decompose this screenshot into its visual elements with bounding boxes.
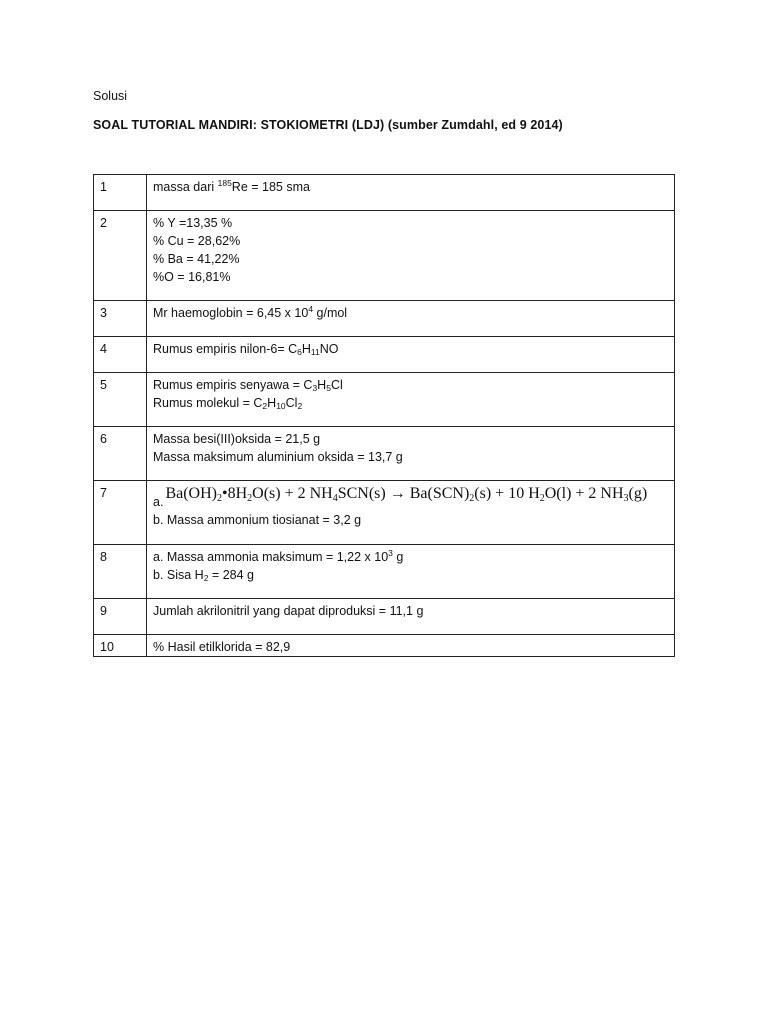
answer-table: [93, 174, 675, 657]
row-number: 7: [94, 481, 147, 545]
table-row: [94, 599, 675, 635]
answer-cell: [147, 373, 675, 427]
answer-cell: [147, 481, 675, 545]
answer-line: [153, 638, 668, 656]
text-run: b. Sisa H: [153, 568, 204, 582]
text-run: O(l) + 2 NH: [544, 485, 624, 502]
answer-line: [153, 304, 668, 322]
answer-line: [153, 268, 668, 286]
text-run: Jumlah akrilonitril yang dapat diproduksi = 11,1 g: [153, 604, 424, 618]
row-number: 1: [94, 175, 147, 211]
table-row: [94, 635, 675, 657]
subscript: 2: [203, 573, 209, 583]
text-run: (g): [628, 485, 648, 502]
row-number: 8: [94, 545, 147, 599]
text-run: % Hasil etilklorida = 82,9: [153, 640, 291, 654]
text-run: Rumus empiris nilon-6= C: [153, 342, 298, 356]
text-run: % Cu = 28,62%: [153, 234, 241, 248]
row-number: 9: [94, 599, 147, 635]
answer-line: [153, 448, 668, 466]
row-number: 5: [94, 373, 147, 427]
text-run: %O = 16,81%: [153, 270, 231, 284]
text-run: a. Massa ammonia maksimum = 1,22 x 10: [153, 550, 389, 564]
page-label: Solusi: [93, 89, 128, 103]
text-run: Ba(OH): [165, 485, 217, 502]
chemical-equation: [165, 484, 647, 504]
subscript: 2: [262, 401, 268, 411]
row-number: 2: [94, 211, 147, 301]
superscript: 3: [388, 548, 393, 558]
text-run: SCN(s) → Ba(SCN): [337, 485, 470, 502]
table-row: [94, 481, 675, 545]
answer-cell: [147, 635, 675, 657]
answer-line: [153, 250, 668, 268]
answer-line: [153, 214, 668, 232]
text-run: = 284 g: [208, 568, 254, 582]
text-run: b. Massa ammonium tiosianat = 3,2 g: [153, 513, 362, 527]
answer-line: [153, 566, 668, 584]
answer-cell: [147, 301, 675, 337]
text-run: O(s) + 2 NH: [252, 485, 333, 502]
answer-line: [153, 178, 668, 196]
answer-cell: [147, 211, 675, 301]
text-run: H: [301, 342, 311, 356]
text-run: •8H: [221, 485, 248, 502]
equation-prefix: a.: [153, 495, 164, 509]
text-run: (s) + 10 H: [474, 485, 540, 502]
answer-line: [153, 340, 668, 358]
text-run: Mr haemoglobin = 6,45 x 10: [153, 306, 309, 320]
table-row: [94, 211, 675, 301]
subscript: 5: [326, 383, 331, 393]
table-row: [94, 337, 675, 373]
document-title: SOAL TUTORIAL MANDIRI: STOKIOMETRI (LDJ) (sumber Zumdahl, ed 9 2014): [93, 118, 563, 132]
text-run: Massa maksimum aluminium oksida = 13,7 g: [153, 450, 403, 464]
row-number: 10: [94, 635, 147, 657]
table-row: [94, 301, 675, 337]
answer-table-body: [94, 175, 675, 657]
answer-cell: [147, 599, 675, 635]
superscript: 185: [217, 178, 232, 188]
row-number: 4: [94, 337, 147, 373]
subscript: 2: [539, 493, 545, 504]
answer-cell: [147, 337, 675, 373]
subscript: 2: [297, 401, 303, 411]
text-run: Re = 185 sma: [231, 180, 310, 194]
answer-line: [153, 430, 668, 448]
text-run: massa dari: [153, 180, 218, 194]
row-number: 6: [94, 427, 147, 481]
table-row: [94, 427, 675, 481]
text-run: NO: [319, 342, 339, 356]
subscript: 3: [623, 493, 629, 504]
equation-line: [153, 484, 668, 511]
row-number: 3: [94, 301, 147, 337]
text-run: g/mol: [313, 306, 348, 320]
table-row: [94, 545, 675, 599]
subscript: 10: [276, 401, 286, 411]
text-run: % Y =13,35 %: [153, 216, 233, 230]
subscript: 6: [297, 347, 302, 357]
answer-line: [153, 394, 668, 412]
answer-cell: [147, 427, 675, 481]
table-row: [94, 175, 675, 211]
text-run: Cl: [330, 378, 343, 392]
answer-cell: [147, 545, 675, 599]
answer-line: [153, 511, 668, 529]
subscript: 11: [310, 347, 320, 357]
text-run: H: [267, 396, 277, 410]
subscript: 2: [247, 493, 253, 504]
answer-line: [153, 602, 668, 620]
text-run: Rumus empiris senyawa = C: [153, 378, 313, 392]
answer-line: [153, 548, 668, 566]
superscript: 4: [308, 304, 314, 314]
table-row: [94, 373, 675, 427]
text-run: Cl: [285, 396, 298, 410]
subscript: 4: [332, 493, 338, 504]
subscript: 2: [469, 493, 475, 504]
text-run: H: [317, 378, 327, 392]
subscript: 2: [216, 493, 222, 504]
text-run: % Ba = 41,22%: [153, 252, 240, 266]
text-run: Massa besi(III)oksida = 21,5 g: [153, 432, 321, 446]
text-run: g: [392, 550, 404, 564]
answer-line: [153, 232, 668, 250]
text-run: Rumus molekul = C: [153, 396, 263, 410]
answer-line: [153, 376, 668, 394]
subscript: 3: [312, 383, 318, 393]
answer-cell: [147, 175, 675, 211]
